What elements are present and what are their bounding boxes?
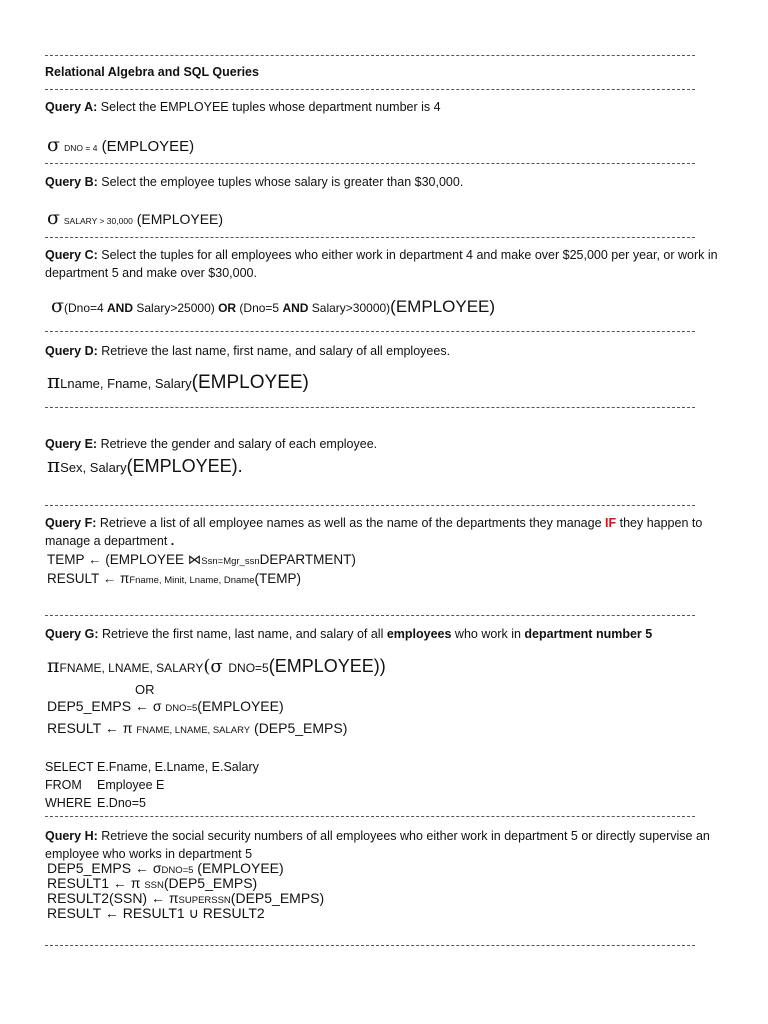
query-f-line-2: RESULT ← πFname, Minit, Lname, Dname(TEMP) — [47, 571, 301, 586]
query-g-description: Query G: Retrieve the first name, last name, and salary of all employees who work in department number 5 — [45, 627, 653, 641]
query-b-description: Query B: Select the employee tuples whose salary is greater than $30,000. — [45, 175, 464, 189]
query-g-expression-1: πFNAME, LNAME, SALARY(σ DNO=5(EMPLOYEE)) — [47, 655, 386, 677]
query-h-line-3: RESULT2(SSN) ← πSUPERSSN(DEP5_EMPS) — [47, 890, 325, 906]
query-h-description: Query H: Retrieve the social security numbers of all employees who either work in department 5 or directly supervise an employee who works in department 5 — [45, 829, 710, 861]
sql-select-line: SELECT E.Fname, E.Lname, E.Salary — [45, 760, 259, 774]
query-h-line-4: RESULT ← RESULT1 ∪ RESULT2 — [47, 905, 265, 921]
divider — [45, 89, 695, 90]
query-g-or: OR — [135, 682, 155, 697]
divider — [45, 945, 695, 946]
query-c-expression: σ(Dno=4 AND Salary>25000) OR (Dno=5 AND Salary>30000)(EMPLOYEE) — [51, 295, 496, 317]
query-d-expression: πLname, Fname, Salary(EMPLOYEE) — [47, 369, 309, 393]
divider — [45, 55, 695, 56]
sql-where-line: WHERE E.Dno=5 — [45, 796, 146, 810]
divider — [45, 237, 695, 238]
query-h-line-1: DEP5_EMPS ← σDNO=5 (EMPLOYEE) — [47, 860, 284, 876]
query-a-description: Query A: Select the EMPLOYEE tuples whose department number is 4 — [45, 100, 441, 114]
sql-from-line: FROM Employee E — [45, 778, 165, 792]
query-b-expression: σ SALARY > 30,000 (EMPLOYEE) — [47, 207, 224, 229]
divider — [45, 163, 695, 164]
query-f-description: Query F: Retrieve a list of all employee names as well as the name of the departments they manage IF they happen to manage a department . — [45, 516, 703, 548]
divider — [45, 407, 695, 408]
query-e-expression: πSex, Salary(EMPLOYEE). — [47, 453, 243, 477]
divider — [45, 615, 695, 616]
query-h-line-2: RESULT1 ← π SSN(DEP5_EMPS) — [47, 875, 258, 891]
query-f-line-1: TEMP ← (EMPLOYEE ⋈Ssn=Mgr_ssnDEPARTMENT) — [47, 552, 356, 567]
query-c-description: Query C: Select the tuples for all employees who either work in department 4 and make over $25,000 per year, or work in department 5 and make over $30,000. — [45, 248, 718, 280]
query-g-expression-2: DEP5_EMPS ← σ DNO=5(EMPLOYEE) — [47, 698, 284, 714]
query-e-description: Query E: Retrieve the gender and salary of each employee. — [45, 437, 378, 451]
divider — [45, 331, 695, 332]
divider — [45, 505, 695, 506]
divider — [45, 816, 695, 817]
document-title: Relational Algebra and SQL Queries — [45, 65, 259, 79]
query-d-description: Query D: Retrieve the last name, first name, and salary of all employees. — [45, 344, 451, 358]
query-a-expression: σ DNO = 4 (EMPLOYEE) — [47, 134, 195, 156]
query-g-expression-3: RESULT ← π FNAME, LNAME, SALARY (DEP5_EMPS) — [47, 720, 348, 736]
